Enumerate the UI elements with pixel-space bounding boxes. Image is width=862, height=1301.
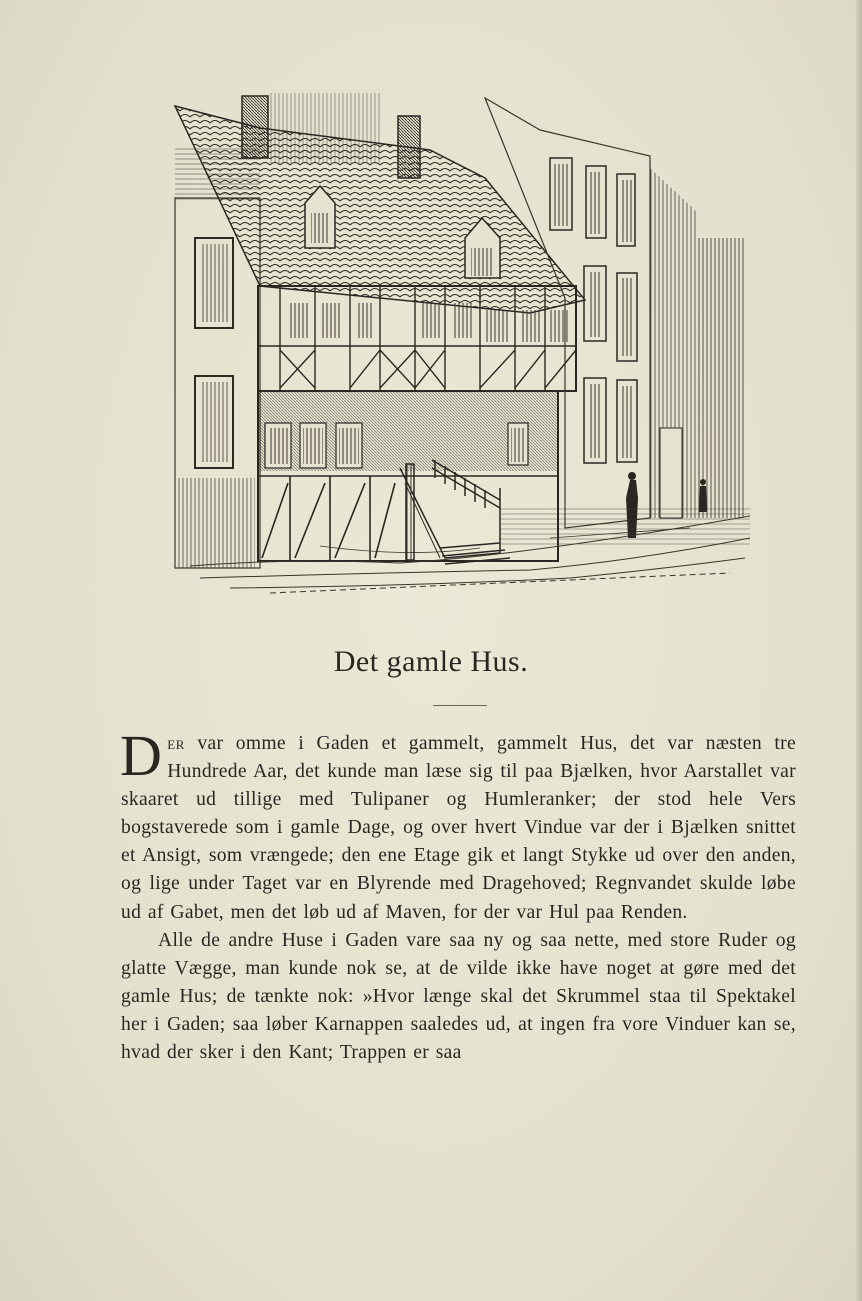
page-edge <box>856 0 862 1301</box>
old-house-illustration <box>170 88 755 598</box>
first-word-small-caps: er <box>167 733 185 753</box>
paragraph-2: Alle de andre Huse i Gaden vare saa ny og saa nette, med store Ruder og glatte Vægge, man kunde nok se, at de vilde ikke have noget at gøre med det gamle Hus; de tænkte nok: »Hvor længe skal det Skrummel staa til Spektakel her i Gaden; saa løber Karnappen saaledes ud, at ingen fra vore Vinduer kan se, hvad der sker i den Kant; Trappen er saa <box>121 929 796 1064</box>
chapter-title: Det gamle Hus. <box>333 645 529 678</box>
body-text <box>120 723 796 1067</box>
paragraph-1-text: var omme i Gaden et gammelt, gammelt Hus, det var næsten tre Hundrede Aar, det kunde man læse sig til paa Bjælken, hvor Aarstallet var skaaret ud tillige med Tulipaner og Humleranker; der stod hele Vers bogstaverede som i gamle Dage, og over hvert Vindue var der i Bjælken snittet et Ansigt, som vrængede; den ene Etage gik et langt Stykke ud over den anden, og lige under Taget var en Blyrende med Dragehoved; Regnvandet skulde løbe ud af Gabet, men det løb ud af Maven, for der var Hul paa Renden. <box>121 733 796 923</box>
drop-cap: D <box>120 723 163 788</box>
cobbled-street <box>190 508 750 593</box>
title-divider <box>433 705 487 706</box>
paragraph-1 <box>120 723 796 927</box>
